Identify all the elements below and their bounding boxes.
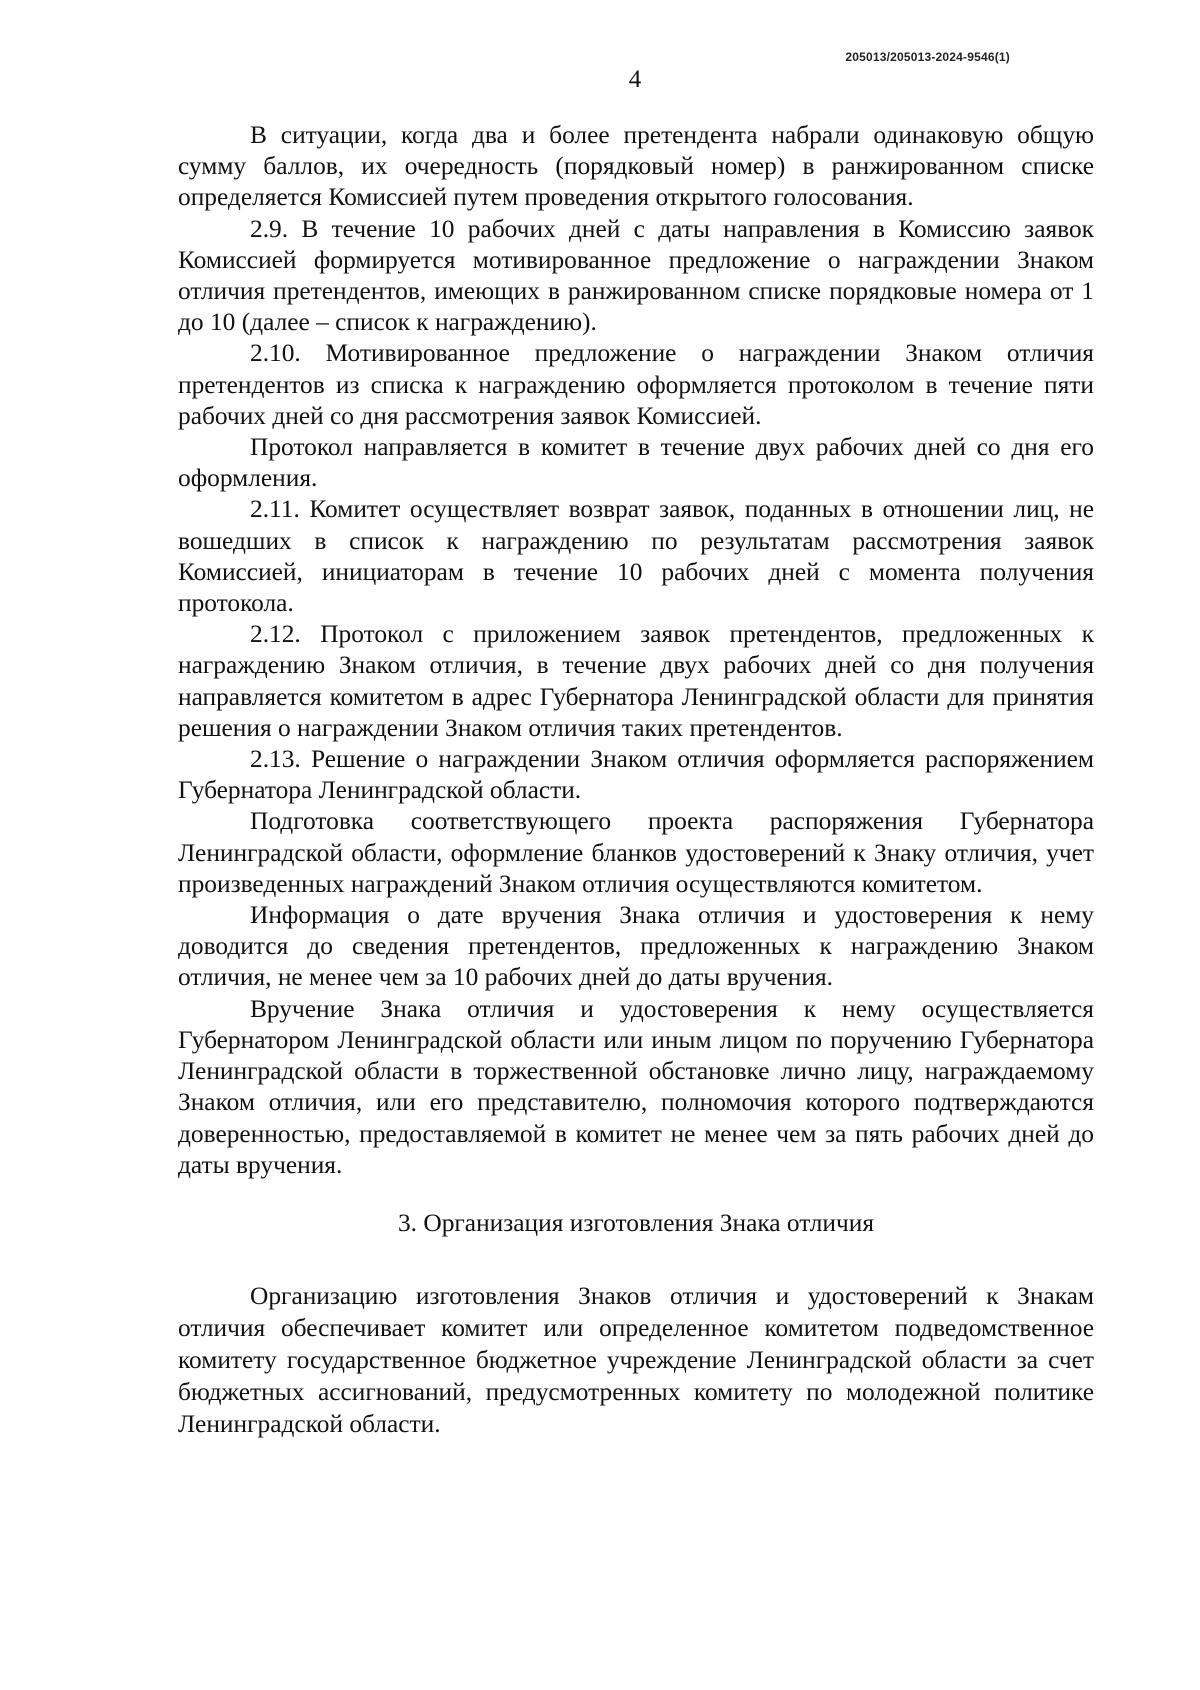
section-3-heading: 3. Организация изготовления Знака отличия xyxy=(397,1209,875,1237)
page-number: 4 xyxy=(628,66,642,93)
paragraph-2-9: 2.9. В течение 10 рабочих дней с даты направления в Комиссию заявок Комиссией формируется мотивированное предложение о награждении Знаком отличия претендентов, имеющих в ранжированном списке порядковые номера от 1 до 10 (далее – список к награждению). xyxy=(178,214,1094,337)
paragraph-date-info: Информация о дате вручения Знака отличия и удостоверения к нему доводится до сведения претендентов, предложенных к награждению Знаком отличия, не менее чем за 10 рабочих дней до даты вручения. xyxy=(178,901,1094,992)
paragraph-2-11: 2.11. Комитет осуществляет возврат заявок, поданных в отношении лиц, не вошедших в список к награждению по результатам рассмотрения заявок Комиссией, инициаторам в течение 10 рабочих дней с момента получения протокола. xyxy=(178,495,1094,618)
document-body xyxy=(178,120,1094,1181)
paragraph-tie-order: В ситуации, когда два и более претендента набрали одинаковую общую сумму баллов, их очередность (порядковый номер) в ранжированном списке определяется Комиссией путем проведения открытого голосования. xyxy=(178,121,1094,212)
document-id: 205013/205013-2024-9546(1) xyxy=(845,50,1010,64)
section-3-body xyxy=(178,1280,1094,1440)
paragraph-2-13: 2.13. Решение о награждении Знаком отличия оформляется распоряжением Губернатора Ленинградской области. xyxy=(178,745,1094,805)
paragraph-protocol-sent: Протокол направляется в комитет в течение двух рабочих дней со дня его оформления. xyxy=(178,433,1094,493)
paragraph-2-10: 2.10. Мотивированное предложение о награждении Знаком отличия претендентов из списка к награждению оформляется протоколом в течение пяти рабочих дней со дня рассмотрения заявок Комиссией. xyxy=(178,339,1094,430)
paragraph-preparation: Подготовка соответствующего проекта распоряжения Губернатора Ленинградской области, оформление бланков удостоверений к Знаку отличия, учет произведенных награждений Знаком отличия осуществляются комитетом. xyxy=(178,807,1094,898)
paragraph-presentation: Вручение Знака отличия и удостоверения к нему осуществляется Губернатором Ленинградской области или иным лицом по поручению Губернатора Ленинградской области в торжественной обстановке лично лицу, награждаемому Знаком отличия, или его представителю, полномочия которого подтверждаются доверенностью, предоставляемой в комитет не менее чем за пять рабочих дней до даты вручения. xyxy=(178,994,1094,1179)
paragraph-section-3: Организацию изготовления Знаков отличия и удостоверений к Знакам отличия обеспечивает комитет или определенное комитетом подведомственное комитету государственное бюджетное учреждение Ленинградской области за счет бюджетных ассигнований, предусмотренных комитету по молодежной политике Ленинградской области. xyxy=(178,1282,1094,1438)
paragraph-2-12: 2.12. Протокол с приложением заявок претендентов, предложенных к награждению Знаком отличия, в течение двух рабочих дней со дня получения направляется комитетом в адрес Губернатора Ленинградской области для принятия решения о награждении Знаком отличия таких претендентов. xyxy=(178,620,1094,742)
